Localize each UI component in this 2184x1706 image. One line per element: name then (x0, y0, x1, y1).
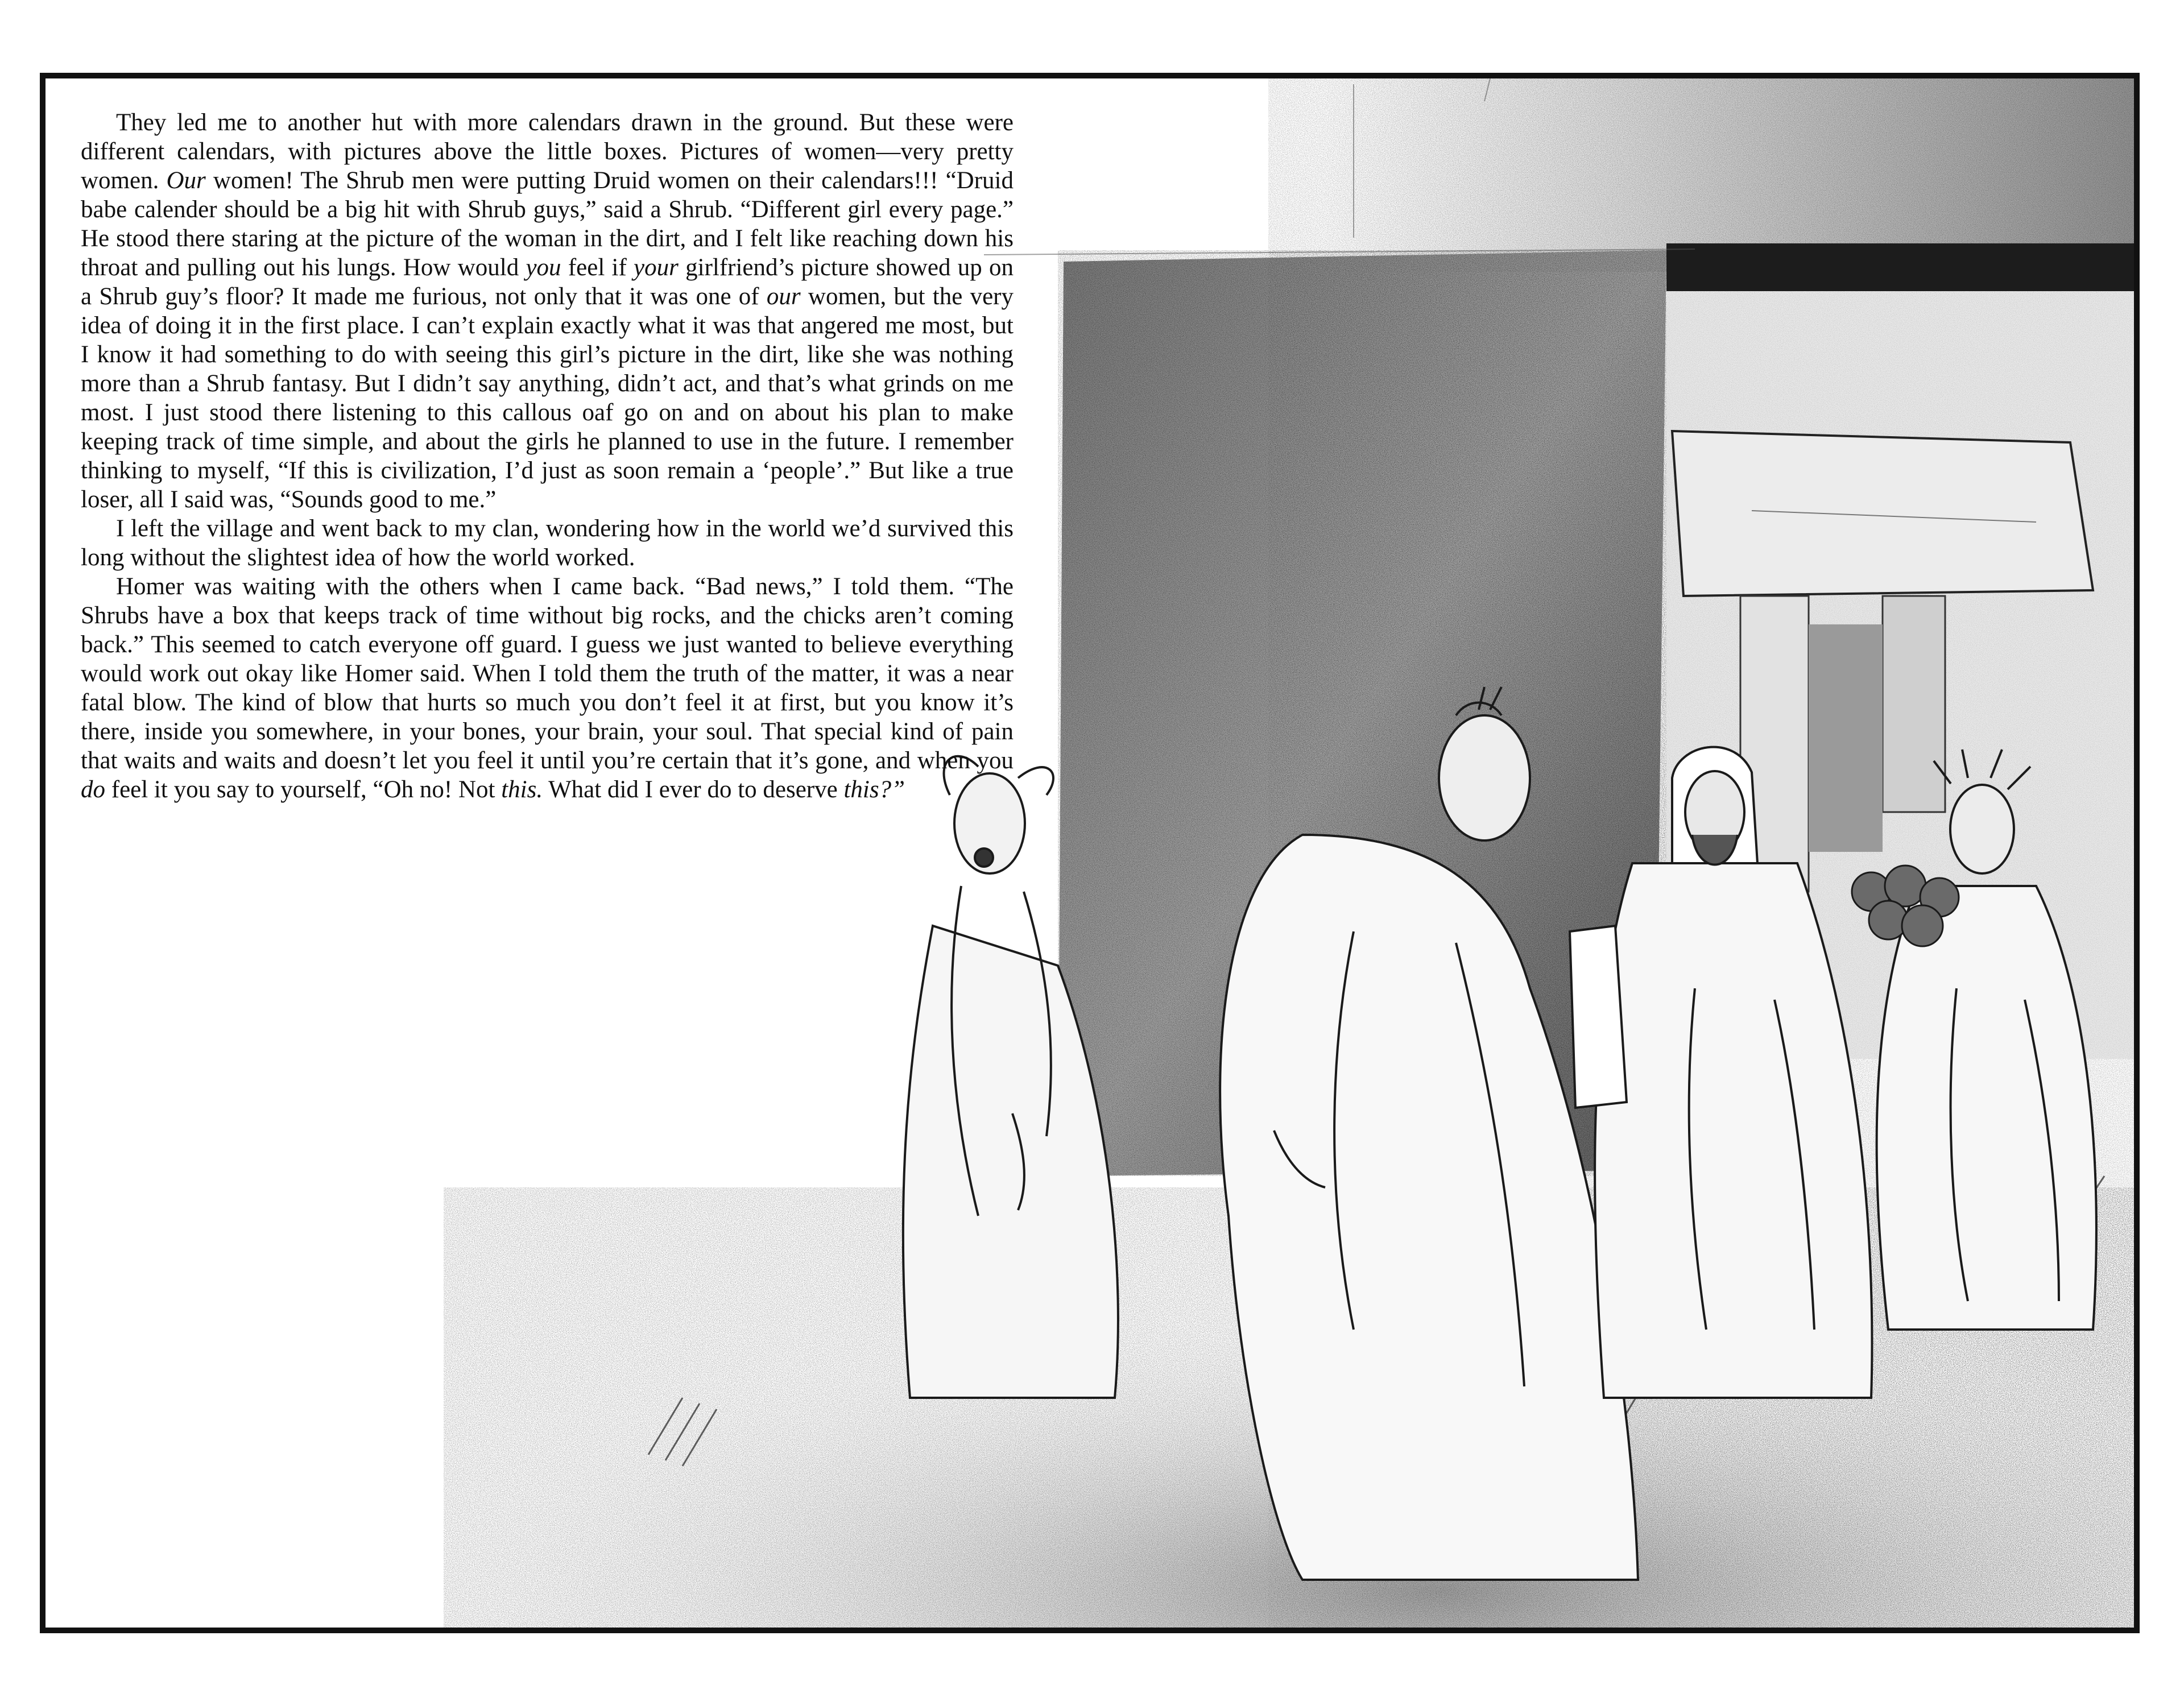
story-text (81, 108, 1014, 804)
story-text-run: They led me to another hut with more calendars drawn in the ground. But these were different calendars, with pictures above the little boxes. Pictures of women—very pretty women. (81, 109, 1014, 194)
story-text-run: Homer was waiting with the others when I came back. “Bad news,” I told them. “The Shrubs have a box that keeps track of time without big rocks, and the chicks aren’t coming back.” This seemed to catch everyone off guard. I guess we just wanted to believe everything would work out okay like Homer said. When I told them the truth of the matter, it was a near fatal blow. The kind of blow that hurts so much you don’t feel it at first, but you know it’s there, inside you somewhere, in your bones, your brain, your soul. That special kind of pain that waits and waits and doesn’t let you feel it until you’re certain that it’s gone, and when you (81, 573, 1014, 774)
emphasized-text: this. (501, 776, 543, 803)
emphasized-text: Our (166, 167, 206, 194)
emphasized-text: you (526, 254, 561, 281)
story-text-run: feel if (561, 254, 634, 281)
emphasized-text: your (634, 254, 679, 281)
trilithon-post-right (1883, 596, 1945, 812)
emphasized-text: do (81, 776, 105, 803)
story-paragraph (81, 572, 1014, 804)
emphasized-text: our (766, 283, 801, 310)
story-text-run: girlfriend’s picture showed up on a Shrub guy’s floor? It made me furious, not only that it was one of (81, 254, 1014, 310)
story-paragraph (81, 108, 1014, 514)
stonehenge-lintel-icon (1666, 243, 2140, 291)
story-text-run: What did I ever do to deserve (543, 776, 844, 803)
story-text-run: feel it you say to yourself, “Oh no! Not (105, 776, 502, 803)
story-paragraph (81, 514, 1014, 572)
story-text-run: I left the village and went back to my clan, wondering how in the world we’d survived this long without the slightest idea of how the world worked. (81, 515, 1014, 571)
trilithon-doorway (1809, 624, 1883, 852)
comic-panel (40, 73, 2140, 1633)
story-text-run: women! The Shrub men were putting Druid women on their calendars!!! “Druid babe calender should be a big hit with Shrub guys,” said a Shrub. “Different girl every page.” He stood there staring at the picture of the woman in the dirt, and I felt like reaching down his throat and pulling out his lungs. How would (81, 167, 1014, 281)
horizontal-stone-block (1672, 431, 2093, 596)
emphasized-text: this?” (843, 776, 905, 803)
story-text-run: women, but the very idea of doing it in the first place. I can’t explain exactly what it was that angered me most, but I know it had something to do with seeing this girl’s picture in the dirt, like she was nothing more than a Shrub fantasy. But I didn’t say anything, didn’t act, and that’s what grinds on me most. I just stood there listening to this callous oaf go on and on about his plan to make keeping track of time simple, and about the girls he planned to use in the future. I remember thinking to myself, “If this is civilization, I’d just as soon remain a ‘people’.” But like a true loser, all I said was, “Sounds good to me.” (81, 283, 1014, 513)
